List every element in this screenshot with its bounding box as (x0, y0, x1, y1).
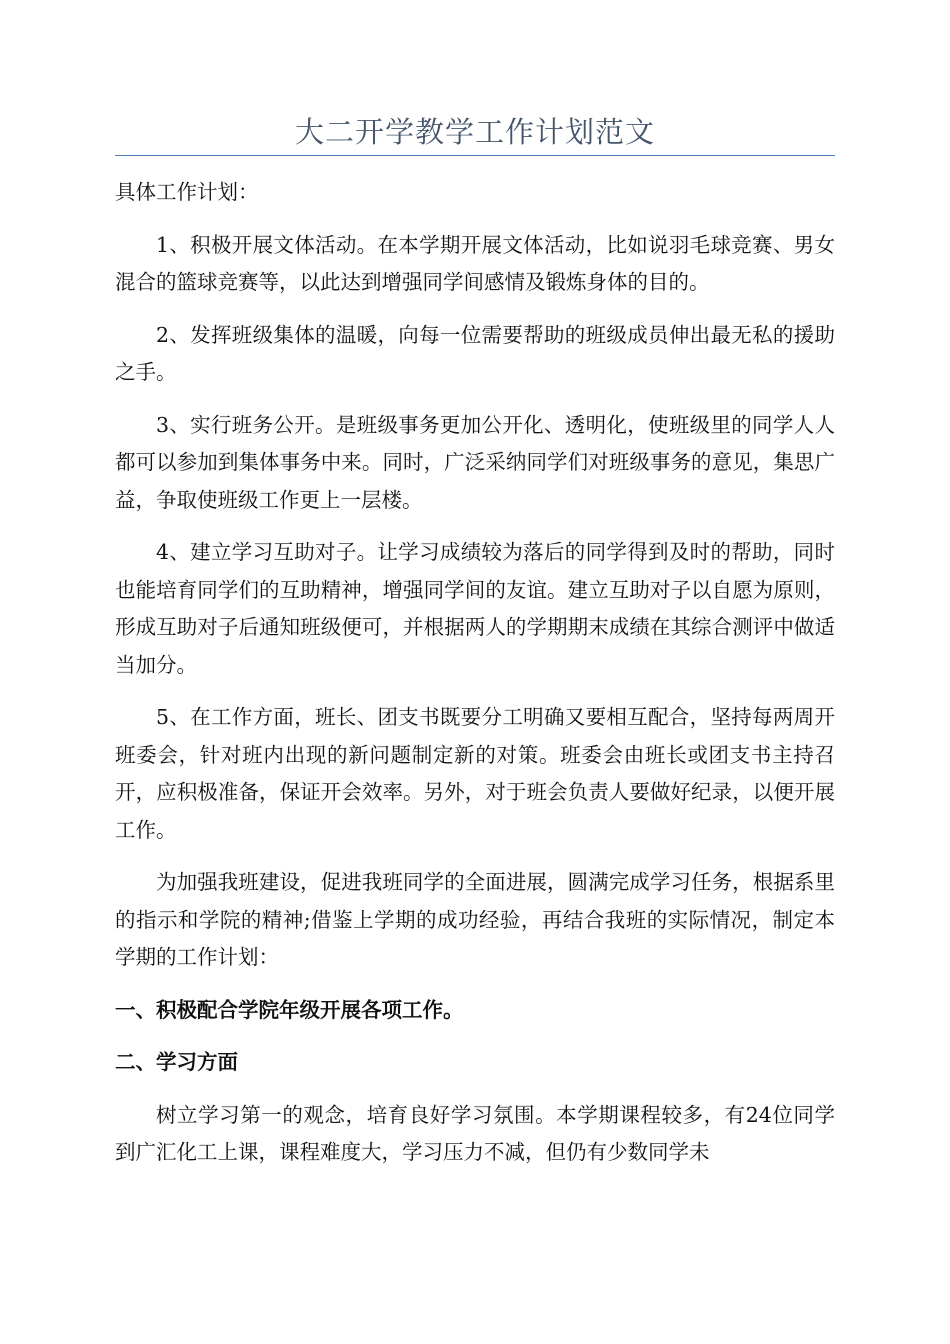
study-paragraph: 树立学习第一的观念，培育良好学习氛围。本学期课程较多，有24位同学到广汇化工上课，课程难度大，学习压力不减，但仍有少数同学未 (115, 1102, 835, 1164)
plan-item-2: 2、发挥班级集体的温暖，向每一位需要帮助的班级成员伸出最无私的援助之手。 (115, 322, 835, 384)
document-body (115, 174, 835, 1187)
section-heading-2: 二、学习方面 (115, 1050, 238, 1074)
plan-item-4: 4、建立学习互助对子。让学习成绩较为落后的同学得到及时的帮助，同时也能培育同学们的互助精神，增强同学间的友谊。建立互助对子以自愿为原则，形成互助对子后通知班级便可，并根据两人的学期期末成绩在其综合测评中做适当加分。 (115, 540, 835, 677)
plan-item-5: 5、在工作方面，班长、团支书既要分工明确又要相互配合，坚持每两周开班委会，针对班内出现的新问题制定新的对策。班委会由班长或团支书主持召开，应积极准备，保证开会效率。另外，对于班会负责人要做好纪录，以便开展工作。 (115, 705, 835, 842)
document-title: 大二开学教学工作计划范文 (294, 115, 655, 149)
section-heading-1: 一、积极配合学院年级开展各项工作。 (115, 997, 464, 1022)
intro-label: 具体工作计划： (115, 180, 259, 204)
title-underline (115, 155, 835, 156)
purpose-paragraph: 为加强我班建设，促进我班同学的全面进展，圆满完成学习任务，根据系里的指示和学院的精神;借鉴上学期的成功经验，再结合我班的实际情况，制定本学期的工作计划： (115, 870, 835, 969)
plan-item-1: 1、积极开展文体活动。在本学期开展文体活动，比如说羽毛球竞赛、男女混合的篮球竞赛等，以此达到增强同学间感情及锻炼身体的目的。 (115, 232, 835, 294)
plan-item-3: 3、实行班务公开。是班级事务更加公开化、透明化，使班级里的同学人人都可以参加到集体事务中来。同时，广泛采纳同学们对班级事务的意见，集思广益，争取使班级工作更上一层楼。 (115, 412, 835, 512)
